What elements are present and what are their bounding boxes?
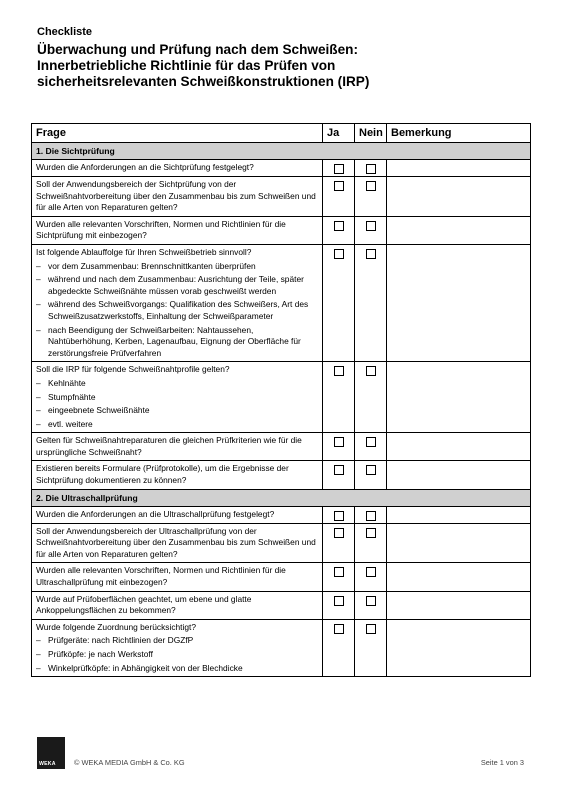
sub-item: – Kehlnähte xyxy=(36,378,318,390)
nein-cell xyxy=(355,177,387,217)
ja-cell xyxy=(323,244,355,361)
title-line-2: Innerbetriebliche Richtlinie für das Prüfen von xyxy=(37,58,336,73)
column-header-frage: Frage xyxy=(32,124,323,143)
question-cell xyxy=(32,523,323,563)
question-text: Soll die IRP für folgende Schweißnahtprofile gelten? xyxy=(36,364,230,375)
ja-checkbox[interactable] xyxy=(334,465,344,475)
nein-cell xyxy=(355,216,387,244)
question-row xyxy=(32,619,531,676)
question-cell xyxy=(32,619,323,676)
sub-item: – Stumpfnähte xyxy=(36,392,318,404)
nein-cell xyxy=(355,563,387,591)
question-cell xyxy=(32,591,323,619)
question-text: Soll der Anwendungsbereich der Sichtprüfung von der Schweißnahtvorbereitung über den Zusammenbau bis zum Schweißen und für alle Arten von Reparaturen gelten? xyxy=(36,179,316,213)
ja-checkbox[interactable] xyxy=(334,511,344,521)
section-row xyxy=(32,489,531,506)
nein-checkbox[interactable] xyxy=(366,596,376,606)
remark-cell[interactable] xyxy=(387,433,531,461)
question-row xyxy=(32,362,531,433)
question-text: Wurde folgende Zuordnung berücksichtigt? xyxy=(36,621,196,632)
remark-cell[interactable] xyxy=(387,177,531,217)
nein-checkbox[interactable] xyxy=(366,249,376,259)
weka-logo xyxy=(37,737,65,769)
ja-checkbox[interactable] xyxy=(334,624,344,634)
question-row xyxy=(32,244,531,361)
nein-cell xyxy=(355,433,387,461)
weka-logo-text: WEKA xyxy=(39,761,56,767)
page-number: Seite 1 von 3 xyxy=(480,758,524,767)
ja-cell xyxy=(323,433,355,461)
question-row xyxy=(32,506,531,523)
document-kicker: Checkliste xyxy=(37,26,93,38)
remark-cell[interactable] xyxy=(387,244,531,361)
question-row xyxy=(32,523,531,563)
ja-cell xyxy=(323,523,355,563)
checklist-table xyxy=(31,123,531,677)
question-text: Ist folgende Ablauffolge für Ihren Schweißbetrieb sinnvoll? xyxy=(36,246,252,257)
ja-cell xyxy=(323,216,355,244)
remark-cell[interactable] xyxy=(387,461,531,489)
ja-checkbox[interactable] xyxy=(334,528,344,538)
section-title: 1. Die Sichtprüfung xyxy=(32,143,531,160)
ja-checkbox[interactable] xyxy=(334,567,344,577)
sub-item-list xyxy=(36,635,318,674)
sub-item: – während des Schweißvorgangs: Qualifikation des Schweißers, Art des Schweißzusatzwerkstoffs, Einhaltung der Schweißparameter xyxy=(36,299,318,322)
column-header-nein: Nein xyxy=(355,124,387,143)
question-cell xyxy=(32,362,323,433)
ja-cell xyxy=(323,160,355,177)
question-text: Existieren bereits Formulare (Prüfprotokolle), um die Ergebnisse der Sichtprüfung dokumentieren zu können? xyxy=(36,463,289,486)
question-cell xyxy=(32,177,323,217)
question-text: Gelten für Schweißnahtreparaturen die gleichen Prüfkriterien wie für die ursprüngliche Schweißnaht? xyxy=(36,435,302,457)
nein-checkbox[interactable] xyxy=(366,164,376,174)
table-header-row xyxy=(32,124,531,143)
column-header-ja: Ja xyxy=(323,124,355,143)
remark-cell[interactable] xyxy=(387,523,531,563)
nein-checkbox[interactable] xyxy=(366,437,376,447)
question-row xyxy=(32,160,531,177)
question-text: Wurde auf Prüfoberflächen geachtet, um ebene und glatte Ankoppelungsflächen zu bekommen? xyxy=(36,593,252,616)
remark-cell[interactable] xyxy=(387,160,531,177)
question-cell xyxy=(32,563,323,591)
question-text: Wurden die Anforderungen an die Sichtprüfung festgelegt? xyxy=(36,162,254,172)
ja-cell xyxy=(323,619,355,676)
nein-checkbox[interactable] xyxy=(366,528,376,538)
question-row xyxy=(32,461,531,489)
question-cell xyxy=(32,433,323,461)
question-cell xyxy=(32,244,323,361)
ja-checkbox[interactable] xyxy=(334,181,344,191)
sub-item: – eingeebnete Schweißnähte xyxy=(36,405,318,417)
nein-checkbox[interactable] xyxy=(366,366,376,376)
ja-checkbox[interactable] xyxy=(334,221,344,231)
section-row xyxy=(32,143,531,160)
nein-checkbox[interactable] xyxy=(366,465,376,475)
sub-item: – Prüfgeräte: nach Richtlinien der DGZfP xyxy=(36,635,318,647)
nein-cell xyxy=(355,591,387,619)
remark-cell[interactable] xyxy=(387,619,531,676)
question-text: Wurden die Anforderungen an die Ultraschallprüfung festgelegt? xyxy=(36,508,275,519)
question-row xyxy=(32,563,531,591)
remark-cell[interactable] xyxy=(387,591,531,619)
ja-checkbox[interactable] xyxy=(334,366,344,376)
question-row xyxy=(32,591,531,619)
ja-checkbox[interactable] xyxy=(334,596,344,606)
nein-cell xyxy=(355,523,387,563)
question-text: Wurden alle relevanten Vorschriften, Normen und Richtlinien für die Ultraschallprüfung mit einbezogen? xyxy=(36,565,286,588)
nein-cell xyxy=(355,506,387,523)
sub-item-list xyxy=(36,261,318,360)
nein-checkbox[interactable] xyxy=(366,511,376,521)
title-line-1: Überwachung und Prüfung nach dem Schweißen: xyxy=(37,42,358,57)
page-footer xyxy=(37,737,524,769)
sub-item-list xyxy=(36,378,318,430)
ja-cell xyxy=(323,563,355,591)
nein-cell xyxy=(355,619,387,676)
question-cell xyxy=(32,216,323,244)
question-row xyxy=(32,216,531,244)
question-row xyxy=(32,433,531,461)
title-block xyxy=(37,26,537,90)
checklist-body xyxy=(32,143,531,677)
sub-item: – nach Beendigung der Schweißarbeiten: Nahtaussehen, Nahtüberhöhung, Kerben, Lagenaufbau, Eignung der Oberfläche für zerstörungsfreie Prüfverfahren xyxy=(36,325,318,360)
ja-cell xyxy=(323,506,355,523)
remark-cell[interactable] xyxy=(387,216,531,244)
ja-checkbox[interactable] xyxy=(334,437,344,447)
question-cell xyxy=(32,461,323,489)
copyright-text: © WEKA MEDIA GmbH & Co. KG xyxy=(74,758,185,767)
nein-cell xyxy=(355,461,387,489)
question-cell xyxy=(32,506,323,523)
ja-cell xyxy=(323,461,355,489)
question-cell xyxy=(32,160,323,177)
ja-cell xyxy=(323,177,355,217)
question-row xyxy=(32,177,531,217)
nein-checkbox[interactable] xyxy=(366,181,376,191)
remark-cell[interactable] xyxy=(387,362,531,433)
remark-cell[interactable] xyxy=(387,506,531,523)
column-header-bemerkung: Bemerkung xyxy=(387,124,531,143)
nein-cell xyxy=(355,244,387,361)
nein-checkbox[interactable] xyxy=(366,567,376,577)
ja-checkbox[interactable] xyxy=(334,164,344,174)
ja-checkbox[interactable] xyxy=(334,249,344,259)
ja-cell xyxy=(323,362,355,433)
nein-cell xyxy=(355,160,387,177)
question-text: Wurden alle relevanten Vorschriften, Normen und Richtlinien für die Sichtprüfung mit einbezogen? xyxy=(36,218,286,241)
sub-item: – evtl. weitere xyxy=(36,419,318,431)
sub-item: – Prüfköpfe: je nach Werkstoff xyxy=(36,649,318,661)
title-line-3: sicherheitsrelevanten Schweißkonstruktionen (IRP) xyxy=(37,74,370,89)
sub-item: – während und nach dem Zusammenbau: Ausrichtung der Teile, später abgedeckte Schweißnähte müssen vorab geschweißt werden xyxy=(36,274,318,297)
nein-checkbox[interactable] xyxy=(366,221,376,231)
sub-item: – Winkelprüfköpfe: in Abhängigkeit von der Blechdicke xyxy=(36,663,318,675)
nein-checkbox[interactable] xyxy=(366,624,376,634)
remark-cell[interactable] xyxy=(387,563,531,591)
nein-cell xyxy=(355,362,387,433)
question-text: Soll der Anwendungsbereich der Ultraschallprüfung von der Schweißnahtvorbereitung über den Zusammenbau bis zum Schweißen und für alle Arten von Reparaturen gelten? xyxy=(36,525,316,559)
sub-item: – vor dem Zusammenbau: Brennschnittkanten überprüfen xyxy=(36,261,318,273)
ja-cell xyxy=(323,591,355,619)
section-title: 2. Die Ultraschallprüfung xyxy=(32,489,531,506)
